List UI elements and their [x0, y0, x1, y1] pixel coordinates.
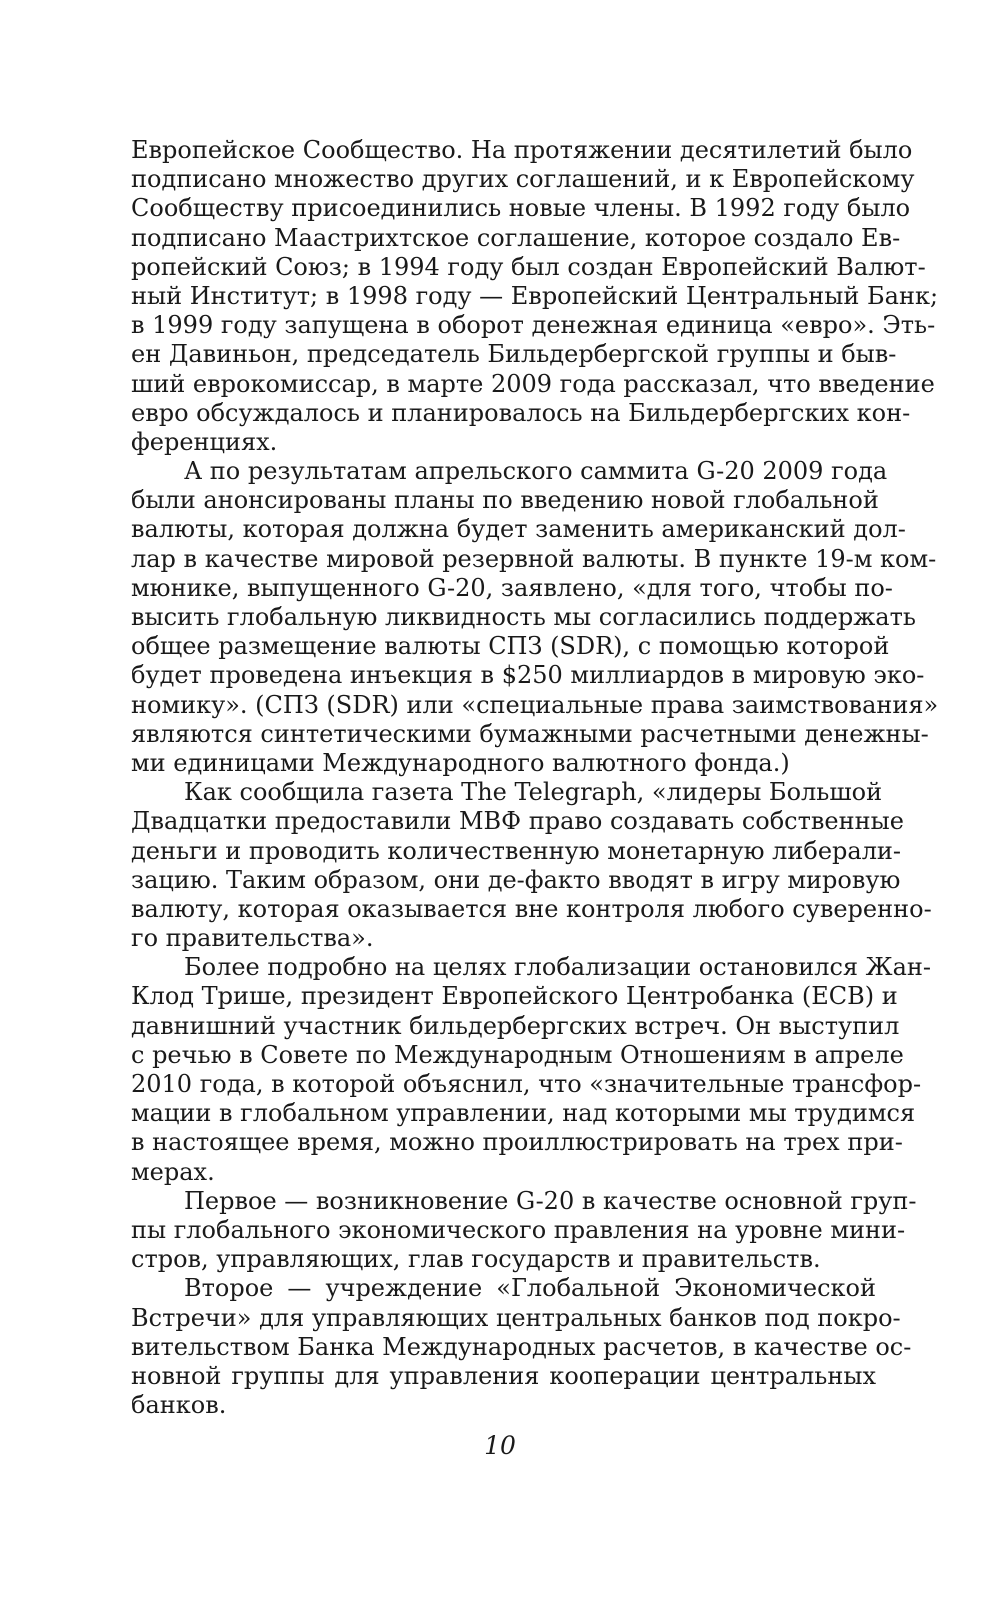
text-line: Как сообщила газета The Telegraph, «лидеры Большой [184, 778, 883, 807]
text-line: подписано множество других соглашений, и к Европейскому [131, 165, 915, 194]
text-line: Клод Трише, президент Европейского Центробанка (ECB) и [131, 982, 898, 1011]
text-line: Встречи» для управляющих центральных банков под покро- [131, 1303, 901, 1332]
text-line: деньги и проводить количественную монетарную либерали- [131, 836, 902, 865]
text-line: в настоящее время, можно проиллюстрировать на трех при- [131, 1128, 903, 1157]
text-line: мерах. [131, 1157, 215, 1186]
text-line: являются синтетическими бумажными расчетными денежны- [131, 719, 929, 748]
text-line: давнишний участник бильдербергских встреч. Он выступил [131, 1011, 900, 1040]
text-line: были анонсированы планы по введению новой глобальной [131, 486, 879, 515]
text-line: Европейское Сообщество. На протяжении десятилетий было [131, 136, 913, 164]
text-line: Первое — возникновение G-20 в качестве основной груп- [184, 1186, 917, 1215]
text-line: номику». (СПЗ (SDR) или «специальные права заимствования» [131, 690, 939, 719]
text-line: Второе — учреждение «Глобальной Экономической [184, 1274, 876, 1303]
text-line: валюты, которая должна будет заменить американский дол- [131, 515, 906, 544]
text-line: го правительства». [131, 924, 374, 953]
text-line: высить глобальную ликвидность мы согласились поддержать [131, 603, 916, 631]
text-line: новной группы для управления кооперации центральных [131, 1361, 876, 1390]
text-line: ен Давиньон, председатель Бильдербергской группы и быв- [131, 340, 897, 369]
text-line: Более подробно на целях глобализации остановился Жан- [184, 953, 932, 982]
text-line: зацию. Таким образом, они де-факто вводят в игру мировую [131, 865, 901, 894]
text-line: мюнике, выпущенного G-20, заявлено, «для того, чтобы по- [131, 573, 893, 602]
text-line: валюту, которая оказывается вне контроля любого суверенно- [131, 894, 932, 923]
text-line: стров, управляющих, глав государств и правительств. [131, 1245, 821, 1274]
text-line: общее размещение валюты СПЗ (SDR), с помощью которой [131, 632, 890, 661]
text-line: подписано Маастрихтское соглашение, которое создало Ев- [131, 223, 901, 252]
text-line: будет проведена инъекция в $250 миллиардов в мировую эко- [131, 661, 925, 690]
text-line: евро обсуждалось и планировалось на Бильдербергских кон- [131, 398, 911, 427]
text-line: Сообществу присоединились новые члены. В 1992 году было [131, 194, 911, 223]
text-line: с речью в Совете по Международным Отношениям в апреле [131, 1040, 904, 1069]
text-line: вительством Банка Международных расчетов, в качестве ос- [131, 1332, 912, 1361]
text-line: 2010 года, в которой объяснил, что «значительные трансфор- [131, 1070, 922, 1098]
page-number: 10 [484, 1431, 516, 1460]
text-line: лар в качестве мировой резервной валюты. В пункте 19-м ком- [131, 544, 937, 573]
text-line: в 1999 году запущена в оборот денежная единица «евро». Эть- [131, 311, 936, 340]
text-line: А по результатам апрельского саммита G-20 2009 года [184, 457, 888, 486]
text-line: ропейский Союз; в 1994 году был создан Европейский Валют- [131, 252, 926, 281]
text-line: мации в глобальном управлении, над которыми мы трудимся [131, 1099, 916, 1128]
body-text [131, 136, 939, 1420]
text-line: пы глобального экономического правления на уровне мини- [131, 1215, 906, 1244]
text-line: ференциях. [131, 427, 278, 456]
text-line: ный Институт; в 1998 году — Европейский Центральный Банк; [131, 281, 939, 310]
text-line: банков. [131, 1391, 227, 1420]
text-line: ший еврокомиссар, в марте 2009 года рассказал, что введение [131, 369, 935, 398]
text-line: ми единицами Международного валютного фонда.) [131, 748, 790, 777]
text-line: Двадцатки предоставили МВФ право создавать собственные [131, 807, 904, 836]
